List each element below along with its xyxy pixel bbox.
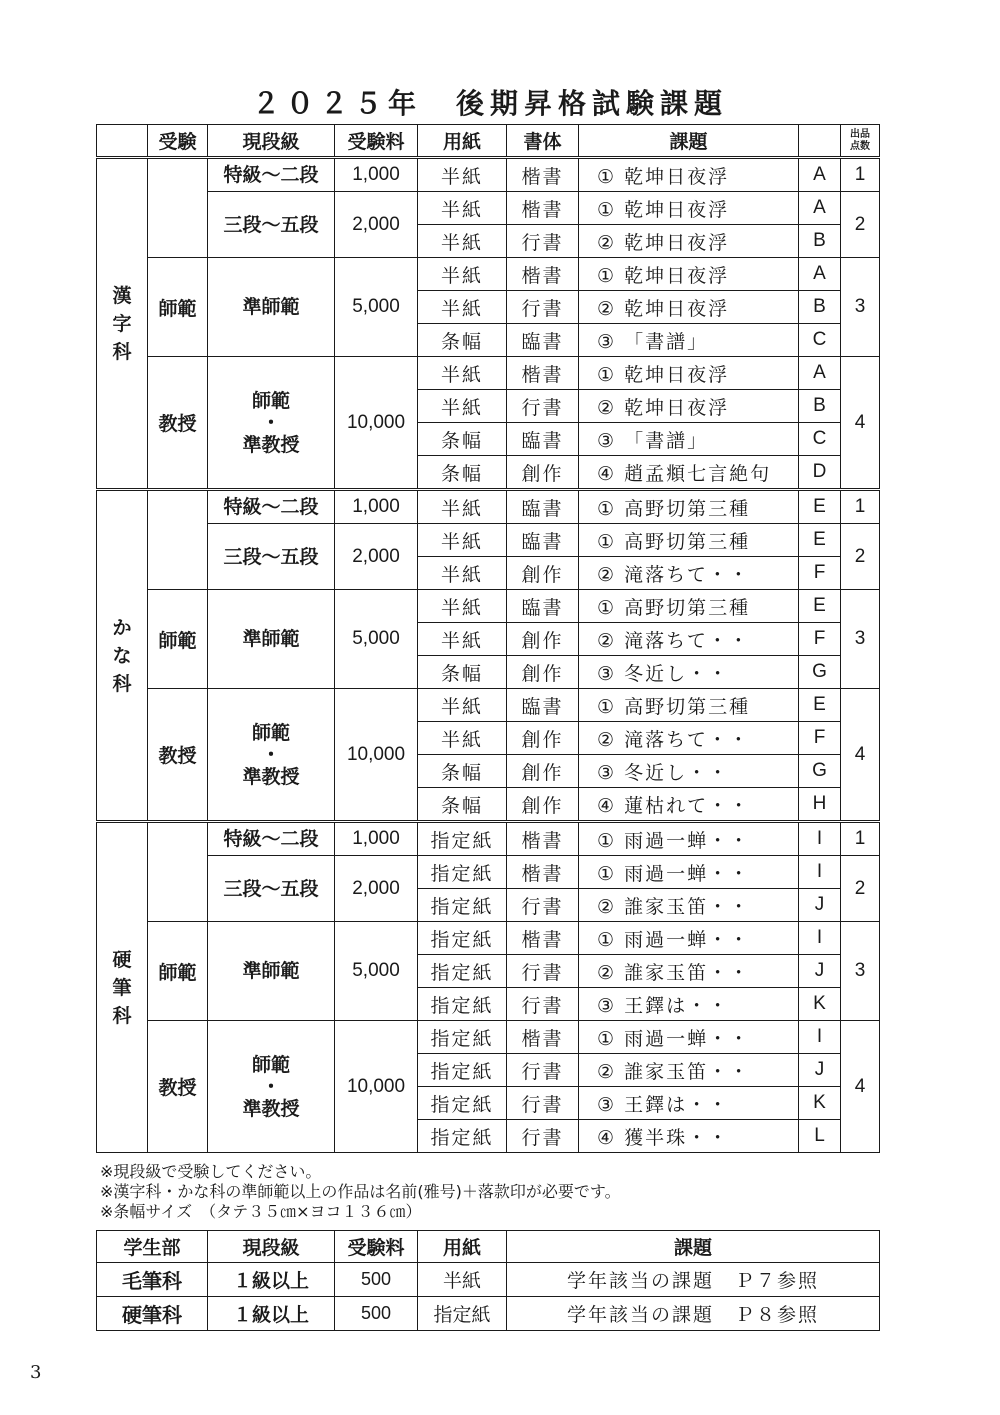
paper-cell: 指定紙 xyxy=(418,988,507,1021)
department-section xyxy=(97,158,880,490)
student-paper: 半紙 xyxy=(418,1263,507,1297)
topic-cell: ① 乾坤日夜浮 xyxy=(579,158,799,192)
department-char: か xyxy=(112,616,132,639)
table-row xyxy=(97,689,880,722)
table-row xyxy=(97,357,880,390)
script-style-cell: 行書 xyxy=(507,1087,579,1120)
paper-cell: 半紙 xyxy=(418,225,507,258)
current-level-line: 師範 xyxy=(251,389,290,412)
table-row xyxy=(97,490,880,524)
topic-letter-cell: G xyxy=(799,656,841,689)
fee-cell: 5,000 xyxy=(335,258,418,357)
table-row xyxy=(97,922,880,955)
script-style-cell: 創作 xyxy=(507,722,579,755)
student-header-paper: 用紙 xyxy=(418,1231,507,1263)
paper-cell: 半紙 xyxy=(418,557,507,590)
current-level-cell xyxy=(208,1021,335,1153)
topic-cell: ② 誰家玉笛・・ xyxy=(579,1054,799,1087)
header-dept xyxy=(97,125,148,158)
script-style-cell: 創作 xyxy=(507,755,579,788)
fee-cell: 2,000 xyxy=(335,524,418,590)
paper-cell: 指定紙 xyxy=(418,1087,507,1120)
table-row xyxy=(97,822,880,856)
current-level-line: 準教授 xyxy=(242,433,300,456)
paper-cell: 半紙 xyxy=(418,722,507,755)
topic-letter-cell: H xyxy=(799,788,841,822)
script-style-cell: 行書 xyxy=(507,955,579,988)
topic-letter-cell: F xyxy=(799,623,841,656)
note-line: ※現段級で受験してください。 xyxy=(100,1162,322,1181)
topic-letter-cell: B xyxy=(799,225,841,258)
topic-cell: ③ 「書譜」 xyxy=(579,324,799,357)
student-header-topic: 課題 xyxy=(507,1231,880,1263)
fee-cell: 1,000 xyxy=(335,158,418,192)
current-level-cell xyxy=(208,192,335,258)
current-level-line: ・ xyxy=(261,743,281,766)
paper-cell: 条幅 xyxy=(418,788,507,822)
topic-letter-cell: B xyxy=(799,291,841,324)
student-header-fee: 受験料 xyxy=(335,1231,418,1263)
note-line: ※漢字科・かな科の準師範以上の作品は名前(雅号)＋落款印が必要です。 xyxy=(100,1182,621,1201)
script-style-cell: 楷書 xyxy=(507,922,579,955)
student-exam-table xyxy=(96,1230,880,1331)
department-char: 筆 xyxy=(112,976,132,999)
script-style-cell: 創作 xyxy=(507,656,579,689)
topic-cell: ③ 「書譜」 xyxy=(579,423,799,456)
paper-cell: 半紙 xyxy=(418,192,507,225)
header-topic: 課題 xyxy=(579,125,799,158)
script-style-cell: 行書 xyxy=(507,225,579,258)
paper-cell: 条幅 xyxy=(418,423,507,456)
topic-letter-cell: A xyxy=(799,258,841,291)
points-cell: 1 xyxy=(841,490,880,524)
paper-cell: 指定紙 xyxy=(418,1120,507,1153)
paper-cell: 半紙 xyxy=(418,390,507,423)
rank-cell: 師範 xyxy=(148,922,208,1021)
paper-cell: 条幅 xyxy=(418,324,507,357)
topic-cell: ② 滝落ちて・・ xyxy=(579,623,799,656)
rank-cell xyxy=(148,490,208,590)
department-char: 科 xyxy=(112,672,132,695)
points-cell: 1 xyxy=(841,158,880,192)
department-cell xyxy=(97,158,148,490)
topic-cell: ③ 冬近し・・ xyxy=(579,656,799,689)
header-points-line1: 出品 xyxy=(850,128,870,140)
current-level-line: 三段～五段 xyxy=(223,877,319,900)
current-level-cell xyxy=(208,490,335,524)
topic-cell: ① 乾坤日夜浮 xyxy=(579,357,799,390)
points-cell: 4 xyxy=(841,357,880,490)
topic-letter-cell: I xyxy=(799,1021,841,1054)
fee-cell: 2,000 xyxy=(335,856,418,922)
student-row xyxy=(97,1263,880,1297)
current-level-cell xyxy=(208,357,335,490)
department-char: な xyxy=(112,644,132,667)
header-points-line2: 点数 xyxy=(850,140,870,152)
topic-letter-cell: J xyxy=(799,955,841,988)
topic-letter-cell: C xyxy=(799,324,841,357)
topic-letter-cell: E xyxy=(799,689,841,722)
current-level-line: 特級～二段 xyxy=(223,496,319,518)
points-cell: 1 xyxy=(841,822,880,856)
topic-letter-cell: I xyxy=(799,822,841,856)
table-row xyxy=(97,524,880,557)
script-style-cell: 創作 xyxy=(507,788,579,822)
paper-cell: 半紙 xyxy=(418,158,507,192)
script-style-cell: 行書 xyxy=(507,889,579,922)
header-points xyxy=(841,125,880,158)
topic-letter-cell: E xyxy=(799,590,841,623)
script-style-cell: 行書 xyxy=(507,988,579,1021)
topic-letter-cell: B xyxy=(799,390,841,423)
script-style-cell: 楷書 xyxy=(507,158,579,192)
rank-cell xyxy=(148,822,208,922)
header-letter xyxy=(799,125,841,158)
header-style: 書体 xyxy=(507,125,579,158)
student-header-level: 現段級 xyxy=(208,1231,335,1263)
topic-letter-cell: K xyxy=(799,988,841,1021)
script-style-cell: 臨書 xyxy=(507,689,579,722)
exam-table xyxy=(96,124,880,1153)
header-current-level: 現段級 xyxy=(208,125,335,158)
topic-cell: ② 誰家玉笛・・ xyxy=(579,889,799,922)
current-level-cell xyxy=(208,822,335,856)
paper-cell: 条幅 xyxy=(418,755,507,788)
topic-letter-cell: E xyxy=(799,490,841,524)
paper-cell: 半紙 xyxy=(418,490,507,524)
current-level-cell xyxy=(208,158,335,192)
topic-letter-cell: A xyxy=(799,158,841,192)
points-cell: 3 xyxy=(841,922,880,1021)
topic-cell: ② 誰家玉笛・・ xyxy=(579,955,799,988)
current-level-line: ・ xyxy=(261,1075,281,1098)
paper-cell: 指定紙 xyxy=(418,856,507,889)
topic-letter-cell: L xyxy=(799,1120,841,1153)
fee-cell: 5,000 xyxy=(335,590,418,689)
script-style-cell: 創作 xyxy=(507,557,579,590)
topic-letter-cell: J xyxy=(799,1054,841,1087)
fee-cell: 1,000 xyxy=(335,490,418,524)
topic-cell: ① 雨過一蝉・・ xyxy=(579,822,799,856)
student-row xyxy=(97,1297,880,1331)
points-cell: 2 xyxy=(841,524,880,590)
header-paper: 用紙 xyxy=(418,125,507,158)
current-level-cell xyxy=(208,258,335,357)
topic-cell: ② 乾坤日夜浮 xyxy=(579,291,799,324)
topic-cell: ① 雨過一蝉・・ xyxy=(579,922,799,955)
table-row xyxy=(97,192,880,225)
script-style-cell: 臨書 xyxy=(507,324,579,357)
topic-cell: ① 高野切第三種 xyxy=(579,490,799,524)
script-style-cell: 創作 xyxy=(507,623,579,656)
current-level-line: 特級～二段 xyxy=(223,164,319,186)
paper-cell: 指定紙 xyxy=(418,1054,507,1087)
script-style-cell: 臨書 xyxy=(507,590,579,623)
fee-cell: 10,000 xyxy=(335,1021,418,1153)
script-style-cell: 行書 xyxy=(507,1054,579,1087)
rank-cell: 師範 xyxy=(148,258,208,357)
topic-letter-cell: E xyxy=(799,524,841,557)
script-style-cell: 楷書 xyxy=(507,357,579,390)
paper-cell: 指定紙 xyxy=(418,889,507,922)
script-style-cell: 楷書 xyxy=(507,856,579,889)
table-row xyxy=(97,856,880,889)
page-number: 3 xyxy=(30,1362,42,1383)
topic-letter-cell: A xyxy=(799,357,841,390)
table-row xyxy=(97,590,880,623)
topic-cell: ② 滝落ちて・・ xyxy=(579,557,799,590)
script-style-cell: 楷書 xyxy=(507,258,579,291)
current-level-cell xyxy=(208,590,335,689)
student-topic: 学年該当の課題 Ｐ７参照 xyxy=(507,1263,880,1297)
script-style-cell: 臨書 xyxy=(507,524,579,557)
paper-cell: 指定紙 xyxy=(418,822,507,856)
topic-letter-cell: I xyxy=(799,856,841,889)
current-level-line: 三段～五段 xyxy=(223,545,319,568)
paper-cell: 指定紙 xyxy=(418,1021,507,1054)
topic-cell: ① 雨過一蝉・・ xyxy=(579,1021,799,1054)
paper-cell: 条幅 xyxy=(418,456,507,490)
topic-letter-cell: F xyxy=(799,557,841,590)
current-level-cell xyxy=(208,524,335,590)
current-level-line: 三段～五段 xyxy=(223,213,319,236)
paper-cell: 半紙 xyxy=(418,357,507,390)
topic-cell: ① 乾坤日夜浮 xyxy=(579,258,799,291)
department-cell xyxy=(97,822,148,1153)
paper-cell: 半紙 xyxy=(418,258,507,291)
points-cell: 4 xyxy=(841,689,880,822)
script-style-cell: 行書 xyxy=(507,291,579,324)
points-cell: 2 xyxy=(841,192,880,258)
header-rank: 受験 xyxy=(148,125,208,158)
paper-cell: 条幅 xyxy=(418,656,507,689)
topic-cell: ① 雨過一蝉・・ xyxy=(579,856,799,889)
department-char: 漢 xyxy=(112,284,132,307)
department-section xyxy=(97,490,880,822)
topic-letter-cell: C xyxy=(799,423,841,456)
script-style-cell: 臨書 xyxy=(507,423,579,456)
student-paper: 指定紙 xyxy=(418,1297,507,1331)
header-fee: 受験料 xyxy=(335,125,418,158)
student-topic: 学年該当の課題 Ｐ８参照 xyxy=(507,1297,880,1331)
department-char: 科 xyxy=(112,1004,132,1027)
topic-letter-cell: K xyxy=(799,1087,841,1120)
current-level-line: 特級～二段 xyxy=(223,828,319,850)
topic-cell: ③ 王鐸は・・ xyxy=(579,1087,799,1120)
script-style-cell: 臨書 xyxy=(507,490,579,524)
topic-cell: ① 高野切第三種 xyxy=(579,524,799,557)
note-line: ※条幅サイズ （タテ３５㎝×ヨコ１３６㎝） xyxy=(100,1202,422,1221)
fee-cell: 10,000 xyxy=(335,689,418,822)
student-dept: 毛筆科 xyxy=(97,1263,208,1297)
topic-letter-cell: F xyxy=(799,722,841,755)
topic-cell: ② 乾坤日夜浮 xyxy=(579,225,799,258)
notes xyxy=(100,1162,621,1222)
current-level-line: 準師範 xyxy=(242,628,300,650)
fee-cell: 10,000 xyxy=(335,357,418,490)
student-level: １級以上 xyxy=(208,1297,335,1331)
topic-letter-cell: D xyxy=(799,456,841,490)
student-header-dept: 学生部 xyxy=(97,1231,208,1263)
topic-cell: ④ 蓮枯れて・・ xyxy=(579,788,799,822)
paper-cell: 半紙 xyxy=(418,623,507,656)
current-level-cell xyxy=(208,689,335,822)
table-row xyxy=(97,1021,880,1054)
student-fee: 500 xyxy=(335,1263,418,1297)
student-level: １級以上 xyxy=(208,1263,335,1297)
current-level-cell xyxy=(208,856,335,922)
current-level-line: 準教授 xyxy=(242,765,300,788)
topic-cell: ③ 王鐸は・・ xyxy=(579,988,799,1021)
topic-cell: ③ 冬近し・・ xyxy=(579,755,799,788)
script-style-cell: 楷書 xyxy=(507,192,579,225)
topic-letter-cell: I xyxy=(799,922,841,955)
department-char: 字 xyxy=(112,312,132,335)
paper-cell: 半紙 xyxy=(418,590,507,623)
script-style-cell: 創作 xyxy=(507,456,579,490)
rank-cell xyxy=(148,158,208,258)
fee-cell: 2,000 xyxy=(335,192,418,258)
topic-cell: ① 高野切第三種 xyxy=(579,689,799,722)
topic-cell: ② 滝落ちて・・ xyxy=(579,722,799,755)
current-level-cell xyxy=(208,922,335,1021)
points-cell: 3 xyxy=(841,258,880,357)
student-fee: 500 xyxy=(335,1297,418,1331)
rank-cell: 教授 xyxy=(148,689,208,822)
points-cell: 2 xyxy=(841,856,880,922)
paper-cell: 半紙 xyxy=(418,524,507,557)
points-cell: 4 xyxy=(841,1021,880,1153)
fee-cell: 5,000 xyxy=(335,922,418,1021)
current-level-line: 師範 xyxy=(251,721,290,744)
rank-cell: 教授 xyxy=(148,357,208,490)
department-section xyxy=(97,822,880,1153)
table-header-row xyxy=(97,125,880,158)
rank-cell: 教授 xyxy=(148,1021,208,1153)
student-dept: 硬筆科 xyxy=(97,1297,208,1331)
topic-cell: ① 高野切第三種 xyxy=(579,590,799,623)
department-char: 硬 xyxy=(112,948,132,971)
topic-letter-cell: A xyxy=(799,192,841,225)
current-level-line: 準教授 xyxy=(242,1097,300,1120)
current-level-line: 師範 xyxy=(251,1053,290,1076)
table-row xyxy=(97,258,880,291)
paper-cell: 指定紙 xyxy=(418,955,507,988)
topic-cell: ④ 趙孟頫七言絶句 xyxy=(579,456,799,490)
fee-cell: 1,000 xyxy=(335,822,418,856)
department-char: 科 xyxy=(112,340,132,363)
paper-cell: 指定紙 xyxy=(418,922,507,955)
department-cell xyxy=(97,490,148,822)
current-level-line: 準師範 xyxy=(242,960,300,982)
paper-cell: 半紙 xyxy=(418,291,507,324)
script-style-cell: 楷書 xyxy=(507,822,579,856)
topic-cell: ① 乾坤日夜浮 xyxy=(579,192,799,225)
page-title: ２０２５年 後期昇格試験課題 xyxy=(251,87,728,120)
points-cell: 3 xyxy=(841,590,880,689)
topic-cell: ② 乾坤日夜浮 xyxy=(579,390,799,423)
script-style-cell: 楷書 xyxy=(507,1021,579,1054)
student-header-row xyxy=(97,1231,880,1263)
topic-letter-cell: G xyxy=(799,755,841,788)
rank-cell: 師範 xyxy=(148,590,208,689)
topic-letter-cell: J xyxy=(799,889,841,922)
script-style-cell: 行書 xyxy=(507,390,579,423)
table-row xyxy=(97,158,880,192)
current-level-line: 準師範 xyxy=(242,296,300,318)
current-level-line: ・ xyxy=(261,411,281,434)
paper-cell: 半紙 xyxy=(418,689,507,722)
script-style-cell: 行書 xyxy=(507,1120,579,1153)
topic-cell: ④ 獲半珠・・ xyxy=(579,1120,799,1153)
